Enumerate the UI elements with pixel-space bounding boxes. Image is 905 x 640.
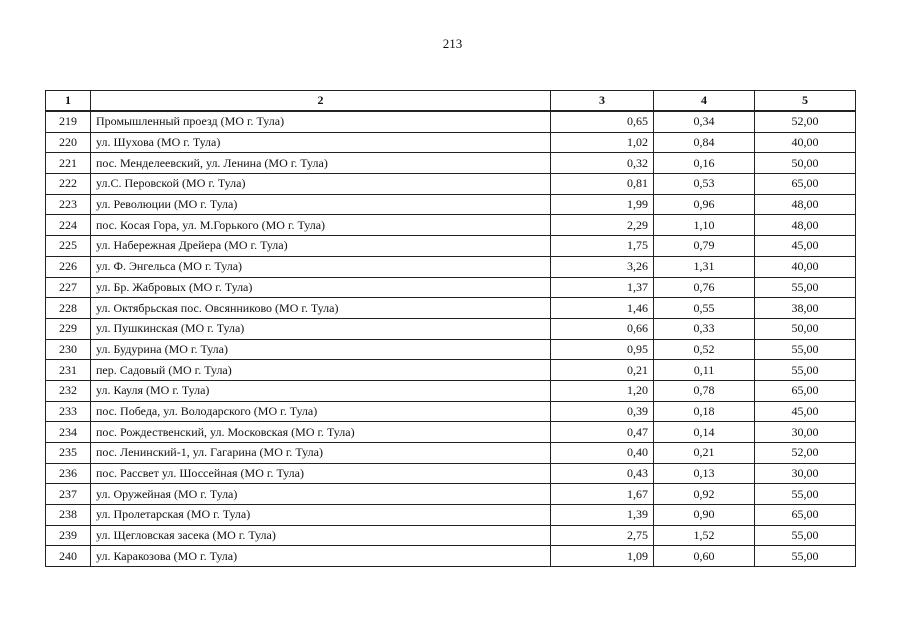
- value-col4-cell: 1,52: [654, 525, 755, 546]
- value-col3-cell: 0,32: [551, 153, 654, 174]
- value-col4-cell: 0,52: [654, 339, 755, 360]
- value-col3-cell: 1,20: [551, 380, 654, 401]
- column-header: 2: [91, 91, 551, 112]
- value-col3-cell: 0,65: [551, 111, 654, 132]
- street-name-cell: пос. Косая Гора, ул. М.Горького (МО г. Тула): [91, 215, 551, 236]
- value-col3-cell: 1,02: [551, 132, 654, 153]
- row-number-cell: 240: [46, 546, 91, 567]
- street-name-cell: ул. Щегловская засека (МО г. Тула): [91, 525, 551, 546]
- row-number-cell: 231: [46, 360, 91, 381]
- value-col4-cell: 0,14: [654, 422, 755, 443]
- value-col3-cell: 0,43: [551, 463, 654, 484]
- street-name-cell: ул. Октябрьская пос. Овсянниково (МО г. Тула): [91, 298, 551, 319]
- value-col3-cell: 2,75: [551, 525, 654, 546]
- value-col5-cell: 38,00: [755, 298, 856, 319]
- value-col5-cell: 55,00: [755, 525, 856, 546]
- value-col4-cell: 0,53: [654, 174, 755, 195]
- street-name-cell: ул.С. Перовской (МО г. Тула): [91, 174, 551, 195]
- value-col4-cell: 0,84: [654, 132, 755, 153]
- value-col5-cell: 30,00: [755, 422, 856, 443]
- street-name-cell: ул. Ф. Энгельса (МО г. Тула): [91, 256, 551, 277]
- row-number-cell: 226: [46, 256, 91, 277]
- value-col3-cell: 0,95: [551, 339, 654, 360]
- value-col3-cell: 1,09: [551, 546, 654, 567]
- value-col5-cell: 45,00: [755, 401, 856, 422]
- value-col5-cell: 65,00: [755, 380, 856, 401]
- value-col5-cell: 50,00: [755, 153, 856, 174]
- row-number-cell: 223: [46, 194, 91, 215]
- value-col5-cell: 50,00: [755, 318, 856, 339]
- street-name-cell: ул. Каракозова (МО г. Тула): [91, 546, 551, 567]
- street-name-cell: пос. Ленинский-1, ул. Гагарина (МО г. Тула): [91, 443, 551, 464]
- table-row: [46, 256, 856, 277]
- table-header-row: [46, 91, 856, 112]
- table-row: [46, 380, 856, 401]
- street-name-cell: ул. Пушкинская (МО г. Тула): [91, 318, 551, 339]
- table-row: [46, 422, 856, 443]
- street-name-cell: ул. Шухова (МО г. Тула): [91, 132, 551, 153]
- value-col3-cell: 0,81: [551, 174, 654, 195]
- street-name-cell: пос. Рождественский, ул. Московская (МО г. Тула): [91, 422, 551, 443]
- table-row: [46, 194, 856, 215]
- value-col5-cell: 65,00: [755, 174, 856, 195]
- table-row: [46, 339, 856, 360]
- row-number-cell: 219: [46, 111, 91, 132]
- data-table: [45, 90, 856, 567]
- table-row: [46, 236, 856, 257]
- value-col5-cell: 40,00: [755, 132, 856, 153]
- value-col4-cell: 1,10: [654, 215, 755, 236]
- column-header: 3: [551, 91, 654, 112]
- street-name-cell: ул. Революции (МО г. Тула): [91, 194, 551, 215]
- value-col5-cell: 52,00: [755, 111, 856, 132]
- value-col3-cell: 0,21: [551, 360, 654, 381]
- value-col5-cell: 55,00: [755, 339, 856, 360]
- street-name-cell: ул. Пролетарская (МО г. Тула): [91, 505, 551, 526]
- row-number-cell: 224: [46, 215, 91, 236]
- value-col4-cell: 0,34: [654, 111, 755, 132]
- street-name-cell: ул. Кауля (МО г. Тула): [91, 380, 551, 401]
- value-col4-cell: 0,60: [654, 546, 755, 567]
- row-number-cell: 234: [46, 422, 91, 443]
- column-header: 5: [755, 91, 856, 112]
- table-row: [46, 215, 856, 236]
- value-col4-cell: 0,76: [654, 277, 755, 298]
- value-col3-cell: 1,67: [551, 484, 654, 505]
- row-number-cell: 239: [46, 525, 91, 546]
- value-col3-cell: 0,47: [551, 422, 654, 443]
- table-row: [46, 546, 856, 567]
- value-col5-cell: 55,00: [755, 484, 856, 505]
- value-col3-cell: 1,37: [551, 277, 654, 298]
- value-col4-cell: 0,18: [654, 401, 755, 422]
- row-number-cell: 237: [46, 484, 91, 505]
- value-col5-cell: 55,00: [755, 546, 856, 567]
- row-number-cell: 225: [46, 236, 91, 257]
- value-col5-cell: 65,00: [755, 505, 856, 526]
- value-col4-cell: 0,33: [654, 318, 755, 339]
- row-number-cell: 236: [46, 463, 91, 484]
- street-name-cell: пер. Садовый (МО г. Тула): [91, 360, 551, 381]
- row-number-cell: 235: [46, 443, 91, 464]
- column-header: 4: [654, 91, 755, 112]
- value-col4-cell: 0,90: [654, 505, 755, 526]
- value-col5-cell: 48,00: [755, 194, 856, 215]
- value-col4-cell: 0,13: [654, 463, 755, 484]
- row-number-cell: 220: [46, 132, 91, 153]
- value-col4-cell: 0,11: [654, 360, 755, 381]
- row-number-cell: 238: [46, 505, 91, 526]
- row-number-cell: 230: [46, 339, 91, 360]
- value-col4-cell: 0,78: [654, 380, 755, 401]
- row-number-cell: 228: [46, 298, 91, 319]
- value-col4-cell: 0,79: [654, 236, 755, 257]
- street-name-cell: ул. Будурина (МО г. Тула): [91, 339, 551, 360]
- street-name-cell: ул. Бр. Жабровых (МО г. Тула): [91, 277, 551, 298]
- value-col4-cell: 0,96: [654, 194, 755, 215]
- value-col5-cell: 55,00: [755, 360, 856, 381]
- value-col4-cell: 0,21: [654, 443, 755, 464]
- value-col4-cell: 0,16: [654, 153, 755, 174]
- street-name-cell: пос. Рассвет ул. Шоссейная (МО г. Тула): [91, 463, 551, 484]
- value-col3-cell: 1,99: [551, 194, 654, 215]
- row-number-cell: 222: [46, 174, 91, 195]
- value-col5-cell: 40,00: [755, 256, 856, 277]
- value-col3-cell: 1,75: [551, 236, 654, 257]
- row-number-cell: 232: [46, 380, 91, 401]
- street-name-cell: ул. Оружейная (МО г. Тула): [91, 484, 551, 505]
- table-row: [46, 484, 856, 505]
- value-col3-cell: 3,26: [551, 256, 654, 277]
- table-row: [46, 505, 856, 526]
- street-name-cell: пос. Победа, ул. Володарского (МО г. Тула): [91, 401, 551, 422]
- row-number-cell: 221: [46, 153, 91, 174]
- table-row: [46, 401, 856, 422]
- table-body: [46, 111, 856, 567]
- column-header: 1: [46, 91, 91, 112]
- table-row: [46, 318, 856, 339]
- table-row: [46, 525, 856, 546]
- table-row: [46, 463, 856, 484]
- value-col4-cell: 1,31: [654, 256, 755, 277]
- row-number-cell: 229: [46, 318, 91, 339]
- row-number-cell: 233: [46, 401, 91, 422]
- table-row: [46, 277, 856, 298]
- value-col5-cell: 45,00: [755, 236, 856, 257]
- table-row: [46, 111, 856, 132]
- value-col3-cell: 1,46: [551, 298, 654, 319]
- table-row: [46, 153, 856, 174]
- table-row: [46, 132, 856, 153]
- value-col4-cell: 0,92: [654, 484, 755, 505]
- value-col4-cell: 0,55: [654, 298, 755, 319]
- value-col5-cell: 52,00: [755, 443, 856, 464]
- row-number-cell: 227: [46, 277, 91, 298]
- table-row: [46, 174, 856, 195]
- value-col3-cell: 0,39: [551, 401, 654, 422]
- street-name-cell: ул. Набережная Дрейера (МО г. Тула): [91, 236, 551, 257]
- table-row: [46, 443, 856, 464]
- table-row: [46, 298, 856, 319]
- value-col3-cell: 0,40: [551, 443, 654, 464]
- table-row: [46, 360, 856, 381]
- street-name-cell: Промышленный проезд (МО г. Тула): [91, 111, 551, 132]
- value-col5-cell: 30,00: [755, 463, 856, 484]
- page-number: 213: [442, 36, 463, 51]
- value-col3-cell: 0,66: [551, 318, 654, 339]
- value-col5-cell: 55,00: [755, 277, 856, 298]
- value-col3-cell: 1,39: [551, 505, 654, 526]
- value-col5-cell: 48,00: [755, 215, 856, 236]
- street-name-cell: пос. Менделеевский, ул. Ленина (МО г. Тула): [91, 153, 551, 174]
- value-col3-cell: 2,29: [551, 215, 654, 236]
